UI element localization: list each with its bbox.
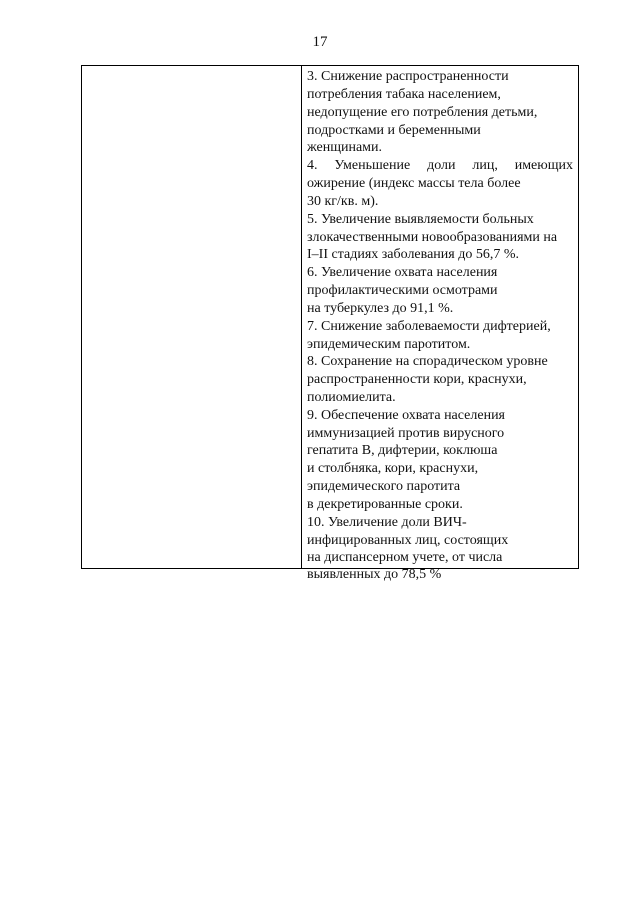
text-line: женщинами. — [307, 140, 383, 155]
text-line: потребления табака населением, — [307, 87, 501, 102]
text-line: эпидемическим паротитом. — [307, 337, 471, 352]
text-line: на туберкулез до 91,1 %. — [307, 301, 454, 316]
table-right-cell — [302, 66, 578, 582]
text-line: ожирение (индекс массы тела более — [307, 176, 521, 191]
table-left-cell-empty — [82, 66, 302, 568]
text-line: распространенности кори, краснухи, — [307, 372, 527, 387]
text-line: I–II стадиях заболевания до 56,7 %. — [307, 247, 519, 262]
text-line: 6. Увеличение охвата населения — [307, 265, 498, 280]
text-line: 4. Уменьшение доли лиц, имеющих — [307, 158, 573, 173]
text-line: 7. Снижение заболеваемости дифтерией, — [307, 319, 551, 334]
text-line: подростками и беременными — [307, 123, 481, 138]
text-line: инфицированных лиц, состоящих — [307, 533, 509, 548]
text-line: 30 кг/кв. м). — [307, 194, 379, 209]
text-line: 3. Снижение распространенности — [307, 69, 509, 84]
page-number: 17 — [312, 34, 328, 50]
text-line: 8. Сохранение на спорадическом уровне — [307, 354, 548, 369]
text-line: иммунизацией против вирусного — [307, 426, 505, 441]
text-line: недопущение его потребления детьми, — [307, 105, 538, 120]
text-line: 9. Обеспечение охвата населения — [307, 408, 505, 423]
text-line: профилактическими осмотрами — [307, 283, 498, 298]
text-line: в декретированные сроки. — [307, 497, 463, 512]
document-table — [81, 65, 579, 582]
text-line: полиомиелита. — [307, 390, 396, 405]
text-line: и столбняка, кори, краснухи, — [307, 461, 479, 476]
text-line: 5. Увеличение выявляемости больных — [307, 212, 534, 227]
text-line: эпидемического паротита — [307, 479, 461, 494]
text-line: на диспансерном учете, от числа — [307, 550, 503, 565]
text-line: 10. Увеличение доли ВИЧ- — [307, 515, 467, 530]
text-line: выявленных до 78,5 % — [307, 567, 442, 582]
text-line: злокачественными новообразованиями на — [307, 230, 558, 245]
text-line: гепатита В, дифтерии, коклюша — [307, 443, 498, 458]
